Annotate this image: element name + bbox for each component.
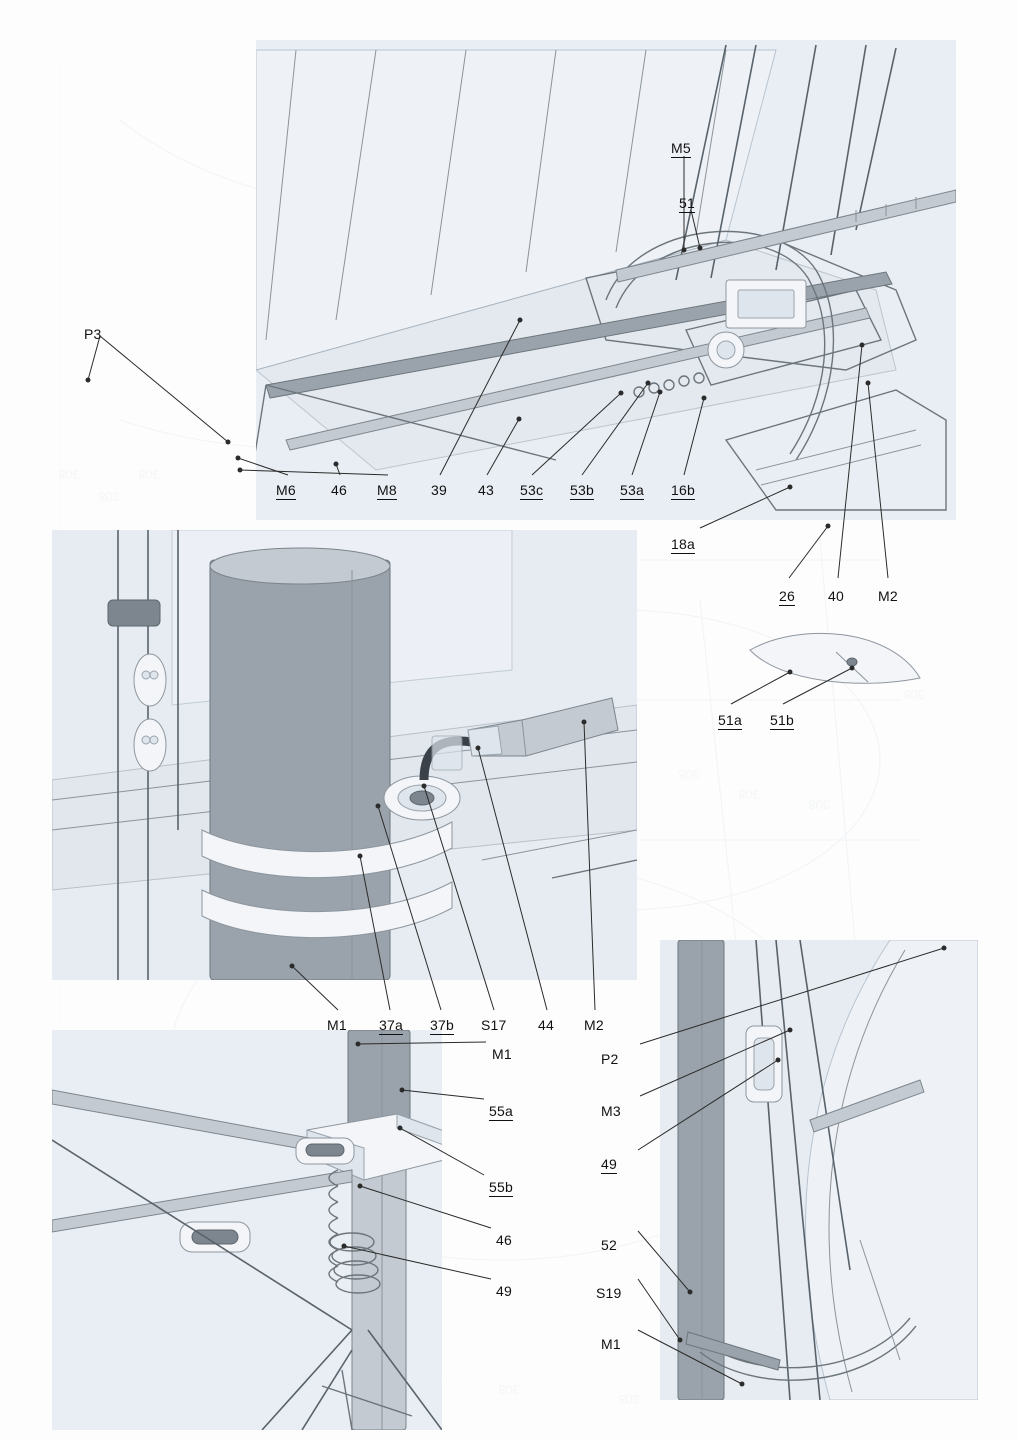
callout-label-m2: M2 [584,1017,604,1033]
callout-label-49: 49 [601,1156,617,1172]
svg-text:308: 308 [678,767,700,782]
callout-label-53c: 53c [520,482,544,498]
callout-label-55b: 55b [489,1179,513,1195]
callout-label-52: 52 [601,1237,617,1253]
callout-label-m1: M1 [327,1017,347,1033]
svg-text:308: 308 [903,687,925,702]
callout-label-s19: S19 [596,1285,622,1301]
callout-label-m8: M8 [377,482,397,498]
callout-label-m6: M6 [276,482,296,498]
callout-label-m1: M1 [492,1046,512,1062]
svg-text:308: 308 [808,797,830,812]
callout-label-16b: 16b [671,482,695,498]
callout-label-44: 44 [538,1017,554,1033]
callout-label-m5: M5 [671,140,691,156]
callout-label-37a: 37a [379,1017,403,1033]
callout-label-51b: 51b [770,712,794,728]
callout-label-51: 51 [679,195,695,211]
svg-text:308: 308 [618,1392,640,1407]
callout-label-18a: 18a [671,536,695,552]
svg-text:308: 308 [138,467,160,482]
callout-label-53a: 53a [620,482,644,498]
callout-label-p2: P2 [601,1051,619,1067]
callout-label-49: 49 [496,1283,512,1299]
callout-label-p3: P3 [84,326,102,342]
svg-text:308: 308 [738,787,760,802]
callout-label-46: 46 [331,482,347,498]
callout-label-37b: 37b [430,1017,454,1033]
callout-label-m2: M2 [878,588,898,604]
callout-label-26: 26 [779,588,795,604]
callout-label-51a: 51a [718,712,742,728]
callout-label-39: 39 [431,482,447,498]
callout-label-s17: S17 [481,1017,507,1033]
callout-label-55a: 55a [489,1103,513,1119]
svg-text:308: 308 [498,1382,520,1397]
callout-label-40: 40 [828,588,844,604]
callout-label-53b: 53b [570,482,594,498]
callout-label-m1: M1 [601,1336,621,1352]
callout-label-m3: M3 [601,1103,621,1119]
callout-label-46: 46 [496,1232,512,1248]
callout-label-43: 43 [478,482,494,498]
svg-text:308: 308 [58,467,80,482]
svg-text:308: 308 [98,489,120,504]
